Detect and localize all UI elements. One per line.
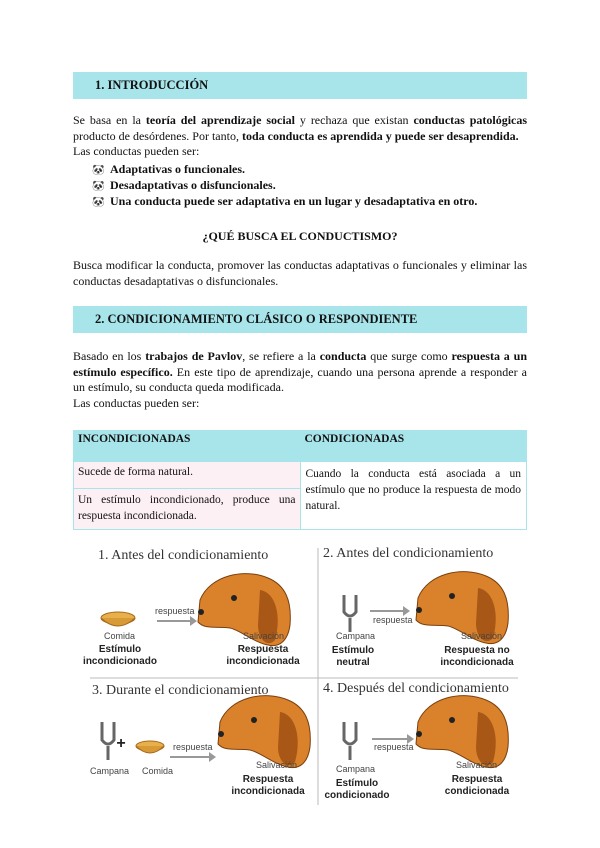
response-type [220, 774, 316, 798]
response-label: Salivación [461, 631, 503, 641]
section-title: 1. INTRODUCCIÓN [95, 78, 209, 92]
arrow-label: respuesta [173, 742, 213, 752]
plus-sign: + [116, 735, 126, 752]
bullet-text: Desadaptativas o disfuncionales. [110, 178, 276, 192]
question-title: ¿QUÉ BUSCA EL CONDUCTISMO? [202, 229, 398, 243]
text: Estímulo [98, 644, 142, 655]
bold-text: trabajos de Pavlov [145, 349, 243, 363]
text: Respuesta [451, 774, 503, 785]
response-type [432, 645, 522, 669]
question-text: Busca modificar la conducta, promover las conductas adaptativas o funcionales y eliminar las conductas desadaptativas o disfuncionales. [73, 258, 527, 288]
bullet-text: Una conducta puede ser adaptativa en un lugar y desadaptativa en otro. [110, 194, 478, 208]
response-label: Salivación [456, 760, 498, 770]
food-bowl-icon [136, 741, 164, 753]
tuning-fork-icon [344, 595, 356, 632]
food-bowl-icon [101, 612, 135, 626]
panel-title: 3. Durante el condicionamiento [92, 683, 269, 698]
bold-text: respuesta a un estímulo específico. [73, 349, 527, 379]
table-cell: Sucede de forma natural. [74, 462, 301, 489]
table-cell: Un estímulo incondicionado, produce una respuesta incondicionada. [74, 489, 301, 530]
arrow-label: respuesta [374, 742, 414, 752]
response-label: Salivación [243, 631, 285, 641]
table-header-condicionadas: CONDICIONADAS [300, 431, 527, 462]
section-title: 2. CONDICIONAMIENTO CLÁSICO O RESPONDIENTE [95, 312, 418, 326]
stimulus-type [318, 778, 396, 802]
text: En este tipo de aprendizaje, cuando una persona aprende a responder a un estímulo, su conducta queda modificada. [73, 364, 528, 394]
panda-icon: 🐼 [92, 165, 105, 176]
arrow-icon [170, 756, 210, 758]
text: , se refiere a la [242, 349, 316, 363]
tuning-fork-icon [344, 722, 356, 760]
stimulus-type [318, 645, 388, 669]
text: condicionada [444, 786, 510, 797]
arrow-label: respuesta [373, 615, 413, 625]
text: Respuesta [237, 644, 289, 655]
panda-icon: 🐼 [92, 181, 105, 192]
panel-title: 2. Antes del condicionamiento [323, 546, 494, 561]
panda-icon: 🐼 [92, 197, 105, 208]
text: Respuesta [242, 774, 294, 785]
stimulus-type [80, 644, 160, 668]
table-header-incondicionadas: INCONDICIONADAS [74, 431, 301, 462]
text: Se basa en la [73, 113, 141, 127]
lead-text: Las conductas pueden ser: [73, 144, 200, 158]
stimulus-label: Comida [104, 631, 136, 641]
text: Estímulo [335, 778, 379, 789]
text: y rechaza que existan [299, 113, 409, 127]
stimulus-label: Campana [336, 631, 376, 641]
text: Estímulo [331, 645, 375, 656]
dog-icon [218, 696, 310, 768]
dog-icon [416, 696, 508, 768]
text: incondicionado [83, 656, 157, 667]
response-type [432, 774, 522, 798]
lead-text: Las conductas pueden ser: [73, 395, 200, 410]
bold-text: teoría del aprendizaje social [145, 113, 296, 127]
arrow-label: respuesta [155, 606, 195, 616]
table-cell: Cuando la conducta está asociada a un estímulo que no produce la respuesta de modo natural. [300, 462, 527, 530]
bold-text: conductas patológicas [413, 113, 528, 127]
panel-title: 1. Antes del condicionamiento [98, 548, 269, 563]
stimulus-label: Campana [336, 764, 376, 774]
text: Respuesta no [444, 645, 510, 656]
text: incondicionada [440, 657, 514, 668]
text: incondicionada [226, 656, 300, 667]
bold-text: toda conducta es aprendida y puede ser desaprendida. [241, 128, 519, 143]
bold-text: conducta [319, 349, 367, 363]
text: Basado en los [73, 349, 142, 363]
response-label: Salivación [256, 760, 298, 770]
tuning-fork-icon [102, 722, 114, 760]
arrow-icon [372, 738, 408, 740]
stimulus-label: Campana [90, 766, 130, 776]
text: que surge como [370, 349, 448, 363]
text: condicionado [324, 790, 390, 801]
arrow-icon [370, 610, 404, 612]
arrow-icon [157, 620, 191, 622]
stimulus-label: Comida [142, 766, 174, 776]
response-type [218, 644, 308, 668]
panel-title: 4. Después del condicionamiento [323, 681, 509, 696]
text: neutral [336, 657, 370, 668]
text: incondicionada [231, 786, 305, 797]
bullet-text: Adaptativas o funcionales. [110, 162, 246, 176]
text: producto de desórdenes. Por tanto, [73, 128, 239, 143]
